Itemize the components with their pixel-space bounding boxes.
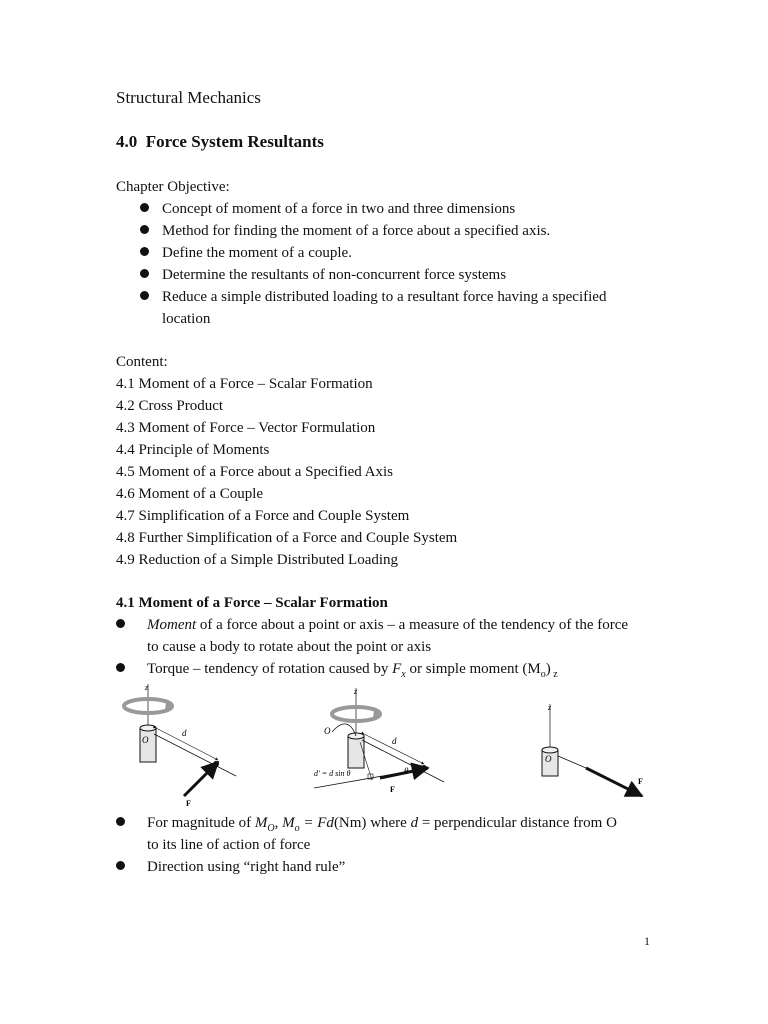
bullet-icon: [116, 861, 125, 870]
content-item: 4.7 Simplification of a Force and Couple System: [116, 508, 410, 524]
chapter-heading: [116, 132, 324, 152]
force-label: F: [390, 785, 395, 794]
moment-figure: [118, 684, 650, 810]
content-item: 4.1 Moment of a Force – Scalar Formation: [116, 376, 373, 392]
distance-label: d: [182, 728, 187, 738]
chapter-title: Force System Resultants: [145, 132, 324, 151]
objective-item: Define the moment of a couple.: [162, 245, 352, 261]
origin-label: O: [545, 754, 552, 764]
moment-definition-line1: Moment of a force about a point or axis – a measure of the tendency of the force: [147, 617, 629, 633]
bullet-icon: [140, 247, 149, 256]
content-heading: Content:: [116, 354, 168, 370]
page-number: 1: [644, 934, 650, 948]
moment-definition-line2: to cause a body to rotate about the point or axis: [147, 639, 432, 655]
z-axis-label: z: [145, 684, 149, 692]
direction-rule: Direction using “right hand rule”: [147, 859, 346, 875]
objective-item: Concept of moment of a force in two and three dimensions: [162, 201, 516, 217]
bullet-icon: [140, 203, 149, 212]
z-axis-label: z: [354, 687, 358, 696]
objective-item: Determine the resultants of non-concurrent force systems: [162, 267, 507, 283]
content-item: 4.3 Moment of Force – Vector Formulation: [116, 420, 376, 436]
chapter-number: 4.0: [116, 132, 138, 151]
figure-panel-2: [314, 687, 444, 794]
distance-label: d: [392, 736, 397, 746]
force-label: F: [186, 799, 191, 808]
magnitude-formula-line1: For magnitude of $M_O$, $M_o = Fd(Nm)$ where d = perpendicular distance from O: [147, 815, 617, 834]
figure-panel-1: [124, 684, 236, 808]
z-axis-label: z: [548, 703, 552, 712]
origin-label: O: [324, 726, 331, 736]
objectives-heading: Chapter Objective:: [116, 179, 230, 195]
magnitude-formula-line2: to its line of action of force: [147, 837, 311, 853]
objective-item: Method for finding the moment of a force about a specified axis.: [162, 223, 551, 239]
force-label: F: [638, 777, 643, 786]
content-item: 4.4 Principle of Moments: [116, 442, 270, 458]
figure-panel-3: [542, 703, 643, 796]
bullet-icon: [116, 663, 125, 672]
objective-item: Reduce a simple distributed loading to a resultant force having a specified: [162, 289, 607, 305]
content-item: 4.8 Further Simplification of a Force and Couple System: [116, 530, 458, 546]
bullet-icon: [116, 619, 125, 628]
objective-item-continued: location: [162, 311, 211, 327]
torque-definition: Torque – tendency of rotation caused by $F_x$ or simple moment $(M_o)$ $_z$: [147, 661, 558, 680]
bullet-icon: [116, 817, 125, 826]
bullet-icon: [140, 269, 149, 278]
perpendicular-distance-label: d′ = d sin θ: [314, 769, 351, 778]
section-heading: 4.1 Moment of a Force – Scalar Formation: [116, 595, 388, 611]
angle-label: θ: [404, 766, 409, 776]
bullet-icon: [140, 291, 149, 300]
content-item: 4.5 Moment of a Force about a Specified Axis: [116, 464, 394, 480]
content-item: 4.2 Cross Product: [116, 398, 224, 414]
bullet-icon: [140, 225, 149, 234]
force-arrow: [184, 762, 218, 796]
moment-term: Moment: [147, 617, 197, 633]
course-title: Structural Mechanics: [116, 88, 261, 107]
content-item: 4.6 Moment of a Couple: [116, 486, 264, 502]
content-item: 4.9 Reduction of a Simple Distributed Loading: [116, 552, 399, 568]
origin-label: O: [142, 735, 149, 745]
force-arrow: [586, 768, 642, 796]
